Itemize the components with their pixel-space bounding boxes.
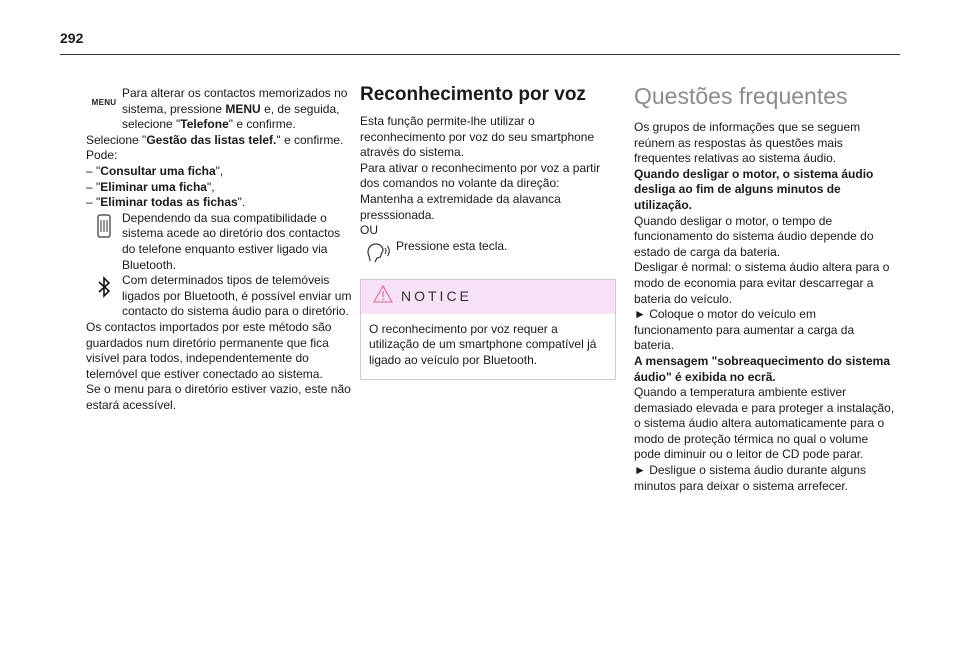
notice-box	[360, 279, 616, 380]
bluetooth-text: Com determinados tipos de telemóveis ligados por Bluetooth, é possível enviar um contacto do sistema áudio para o diretório.	[122, 273, 352, 319]
warning-triangle-icon	[373, 285, 393, 308]
column-contacts	[86, 86, 352, 413]
voice-press-row	[360, 239, 616, 263]
select-instruction: Selecione "Gestão das listas telef." e confirme.	[86, 132, 344, 147]
notice-text: O reconhecimento por voz requer a utilização de um smartphone compatível já ligado ao veículo por Bluetooth.	[369, 321, 597, 367]
faq-answer-1a: Quando desligar o motor, o tempo de funcionamento do sistema áudio depende do estado de carga da bateria.	[634, 213, 874, 259]
voice-command-icon	[360, 239, 396, 263]
voice-intro: Esta função permite-lhe utilizar o reconhecimento por voz do seu smartphone através do sistema.	[360, 114, 595, 160]
voice-activate: Para ativar o reconhecimento por voz a partir dos comandos no volante da direção:	[360, 160, 601, 191]
column-voice	[360, 84, 616, 380]
faq-answer-1c: ► Coloque o motor do veículo em funcionamento para aumentar a carga da bateria.	[634, 307, 855, 353]
faq-question-1: Quando desligar o motor, o sistema áudio desliga ao fim de alguns minutos de utilização.	[634, 166, 874, 212]
faq-question-2: A mensagem "sobreaquecimento do sistema áudio" é exibida no ecrã.	[634, 353, 890, 384]
page-number: 292	[60, 30, 84, 46]
bluetooth-icon	[86, 273, 122, 298]
faq-answer-1b: Desligar é normal: o sistema áudio altera para o modo de economia para evitar descarregar a bateria do veículo.	[634, 260, 890, 306]
section-title-faq: Questões frequentes	[634, 83, 848, 109]
menu-instruction-text: Para alterar os contactos memorizados no sistema, pressione MENU e, de seguida, selecione "Telefone" e confirme.	[122, 86, 348, 132]
option-item: – "Eliminar todas as fichas".	[86, 195, 246, 210]
smartphone-icon	[86, 211, 122, 238]
faq-intro: Os grupos de informações que se seguem reúnem as respostas às questões mais frequentes relativas ao sistema áudio.	[634, 120, 861, 166]
menu-instruction	[86, 86, 352, 133]
option-item: – "Consultar uma ficha",	[86, 163, 224, 178]
voice-hold: Mantenha a extremidade da alavanca presssionada.	[360, 191, 561, 222]
section-title-voice: Reconhecimento por voz	[360, 84, 586, 105]
menu-key-icon: MENU	[91, 98, 117, 107]
column-faq	[634, 82, 896, 494]
option-item: – "Eliminar uma ficha",	[86, 179, 215, 194]
compatibility-note	[86, 211, 352, 273]
notice-title: NOTICE	[401, 287, 472, 304]
empty-text: Se o menu para o diretório estiver vazio, este não estará acessível.	[86, 382, 351, 412]
compatibility-text: Dependendo da sua compatibilidade o sistema acede ao diretório dos contactos do telefone enquanto estiver ligado via Bluetooth.	[122, 210, 341, 272]
pode-label: Pode:	[86, 148, 118, 163]
bluetooth-note	[86, 273, 352, 320]
voice-press-text: Pressione esta tecla.	[396, 238, 508, 253]
notice-header	[361, 280, 615, 314]
faq-answer-2a: Quando a temperatura ambiente estiver demasiado elevada e para proteger a instalação, o sistema áudio altera automaticamente para o modo de proteção térmica no qual o volume pode diminuir ou o leitor de CD pode parar.	[634, 385, 895, 462]
faq-answer-2b: ► Desligue o sistema áudio durante alguns minutos para deixar o sistema arrefecer.	[634, 463, 867, 493]
imported-text: Os contactos importados por este método são guardados num diretório permanente que fica visível para todos, independentemente do telemóvel que estiver conectado ao sistema.	[86, 319, 332, 381]
header-rule	[60, 54, 900, 55]
voice-or: OU	[360, 223, 378, 238]
